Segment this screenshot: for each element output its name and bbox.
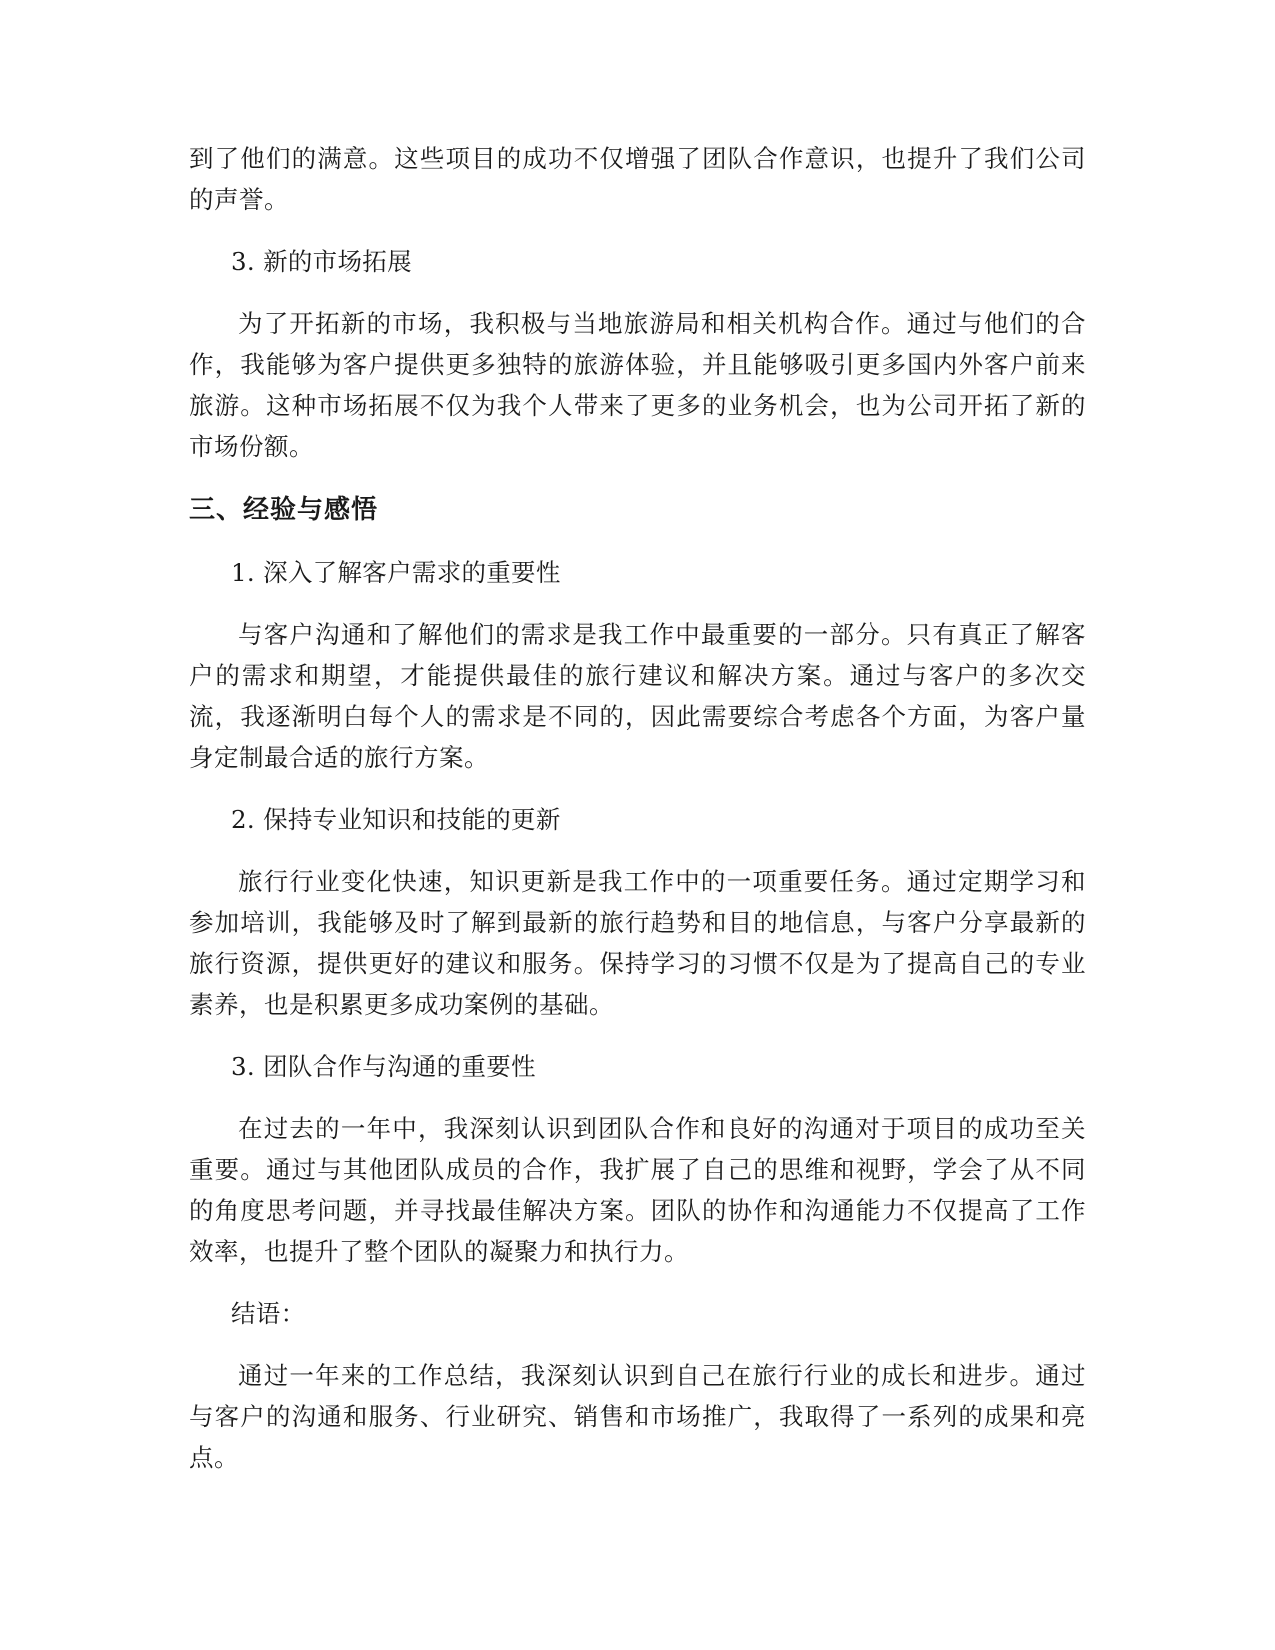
subheading-client-needs: 1. 深入了解客户需求的重要性 xyxy=(231,558,561,587)
subheading-new-market: 3. 新的市场拓展 xyxy=(231,247,412,276)
subheading-teamwork: 3. 团队合作与沟通的重要性 xyxy=(231,1052,536,1081)
conclusion-label: 结语： xyxy=(231,1299,306,1328)
subheading-knowledge-update: 2. 保持专业知识和技能的更新 xyxy=(231,805,561,834)
paragraph-knowledge-update: 旅行行业变化快速，知识更新是我工作中的一项重要任务。通过定期学习和参加培训，我能够及时了解到最新的旅行趋势和目的地信息，与客户分享最新的旅行资源，提供更好的建议和服务。保持学习的习惯不仅是为了提高自己的专业素养，也是积累更多成功案例的基础。 xyxy=(189,867,1086,1019)
section-title-experience: 三、经验与感悟 xyxy=(189,495,379,525)
paragraph-teamwork: 在过去的一年中，我深刻认识到团队合作和良好的沟通对于项目的成功至关重要。通过与其他团队成员的合作，我扩展了自己的思维和视野，学会了从不同的角度思考问题，并寻找最佳解决方案。团队的协作和沟通能力不仅提高了工作效率，也提升了整个团队的凝聚力和执行力。 xyxy=(189,1114,1086,1266)
paragraph-client-needs: 与客户沟通和了解他们的需求是我工作中最重要的一部分。只有真正了解客户的需求和期望，才能提供最佳的旅行建议和解决方案。通过与客户的多次交流，我逐渐明白每个人的需求是不同的，因此需要综合考虑各个方面，为客户量身定制最合适的旅行方案。 xyxy=(189,620,1086,772)
paragraph-continuation: 到了他们的满意。这些项目的成功不仅增强了团队合作意识，也提升了我们公司的声誉。 xyxy=(189,144,1086,214)
paragraph-conclusion: 通过一年来的工作总结，我深刻认识到自己在旅行行业的成长和进步。通过与客户的沟通和服务、行业研究、销售和市场推广，我取得了一系列的成果和亮点。 xyxy=(189,1361,1086,1472)
paragraph-new-market: 为了开拓新的市场，我积极与当地旅游局和相关机构合作。通过与他们的合作，我能够为客户提供更多独特的旅游体验，并且能够吸引更多国内外客户前来旅游。这种市场拓展不仅为我个人带来了更多的业务机会，也为公司开拓了新的市场份额。 xyxy=(189,309,1086,461)
document-body xyxy=(189,138,1086,1499)
